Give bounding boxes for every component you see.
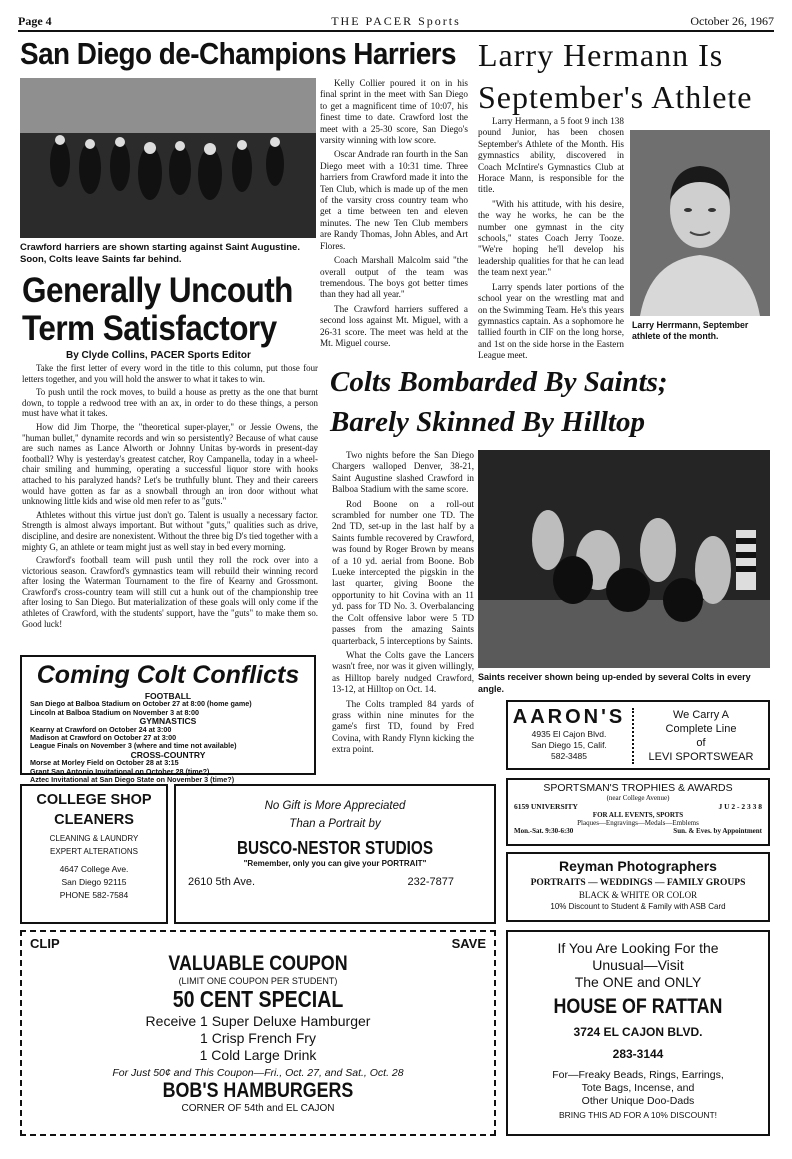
schedule-item: Morse at Morley Field on October 28 at 3:15 — [30, 758, 179, 768]
coupon-address: CORNER OF 54th and EL CAJON — [181, 1103, 335, 1114]
harriers-paragraph: Oscar Andrade ran fourth in the San Diego meet with a 10:31 time. Three harriers from Crawford made it into the Ten Club, which is made up of the men of the varsity cross country team who get a time between ten and eleven minutes. The new Ten Club members are Randy Thomas, John Ables, and Art Flores. — [320, 149, 468, 251]
issue-date: October 26, 1967 — [690, 14, 774, 28]
college-service1: CLEANING & LAUNDRY — [49, 834, 139, 843]
busco-tagline1: No Gift is More Appreciated — [264, 800, 406, 812]
coupon-save: SAVE — [451, 936, 486, 951]
college-address1: 4647 College Ave. — [59, 864, 129, 874]
uncouth-paragraph: To push until the rock moves, to build a house as pretty as the one that burnt down, to topple a redwood tree with an ax, in order to do these things, a person must have what it takes. — [22, 387, 318, 419]
sportsman-phone: J U 2 - 2 3 3 8 — [718, 802, 762, 811]
portrait-image — [630, 130, 770, 316]
rattan-discount: BRING THIS AD FOR A 10% DISCOUNT! — [558, 1110, 718, 1120]
schedule-item: Kearny at Crawford on October 24 at 3:00 — [30, 724, 172, 734]
conflicts-schedule — [22, 690, 314, 786]
sportsman-items: Plaques—Engravings—Medals—Emblems — [577, 819, 699, 827]
aarons-line2: Complete Line — [665, 723, 737, 735]
schedule-item: Madison at Crawford on October 27 at 3:00 — [30, 733, 177, 743]
busco-phone: 232-7877 — [407, 876, 454, 888]
sportsman-hours: Mon.-Sat. 9:30-6:30 — [514, 827, 574, 835]
schedule-item: Grant San Antonio Invitational on October 28 (time?) — [30, 766, 210, 776]
busco-nestor-ad — [174, 784, 496, 924]
rattan-phone: 283-3144 — [612, 1047, 664, 1061]
hermann-paragraph: Larry Hermann, a 5 foot 9 inch 138 pound Junior, has been chosen September's Athlete of the Month. His gymnastics ability, discovered in Coach McIntire's Gymnastics Club at Horace Mann, is responsible for the title. — [478, 116, 624, 195]
aarons-line3: of — [696, 737, 706, 749]
coupon-item2: 1 Crisp French Fry — [200, 1030, 316, 1046]
uncouth-article — [22, 363, 318, 632]
conflicts-title: Coming Colt Conflicts — [36, 661, 300, 689]
harriers-paragraph: The Crawford harriers suffered a second loss against Mt. Miguel, with a 26-31 score. The meet was held at the Mt. Miguel course. — [320, 303, 468, 348]
aarons-address2: San Diego 15, Calif. — [531, 740, 607, 750]
schedule-item: League Finals on November 3 (where and time not available) — [30, 741, 237, 751]
rattan-for3: Other Unique Doo-Dads — [581, 1095, 695, 1107]
hermann-headline-line2: September's Athlete — [478, 79, 753, 115]
reyman-line1: PORTRAITS — WEDDINGS — FAMILY GROUPS — [530, 878, 746, 888]
busco-tagline2: Than a Portrait by — [289, 818, 381, 830]
colts-paragraph: Two nights before the San Diego Chargers walloped Denver, 38-21, Saint Augustine slashed Crawford in Balboa Stadium with the same score. — [332, 450, 474, 495]
uncouth-headline-line2: Term Satisfactory — [22, 309, 277, 348]
football-heading: FOOTBALL — [144, 691, 192, 701]
college-phone: PHONE 582-7584 — [59, 890, 129, 900]
harriers-headline: San Diego de-Champions Harriers — [20, 36, 456, 71]
uncouth-paragraph: How did Jim Thorpe, the "theoretical super-player," or Jessie Owens, the "human bullet," dynamite records and win so persistently? Because of what cause are such names as Lance Alworth or Johnny Unitas by-words in present-day football? Why is yesterday's greatest catcher, Roy Campanella, today in a wheel-chair smiling and humming, operating a successful liquor store with hooks attached to his paralyzed hands? Let's be truthfully blunt. They and their careers would have gotten as far as a snowball through an iron door without what unknowing little kids and wise old men refer to as "guts." — [22, 421, 318, 507]
hermann-caption: Larry Herrmann, September athlete of the month. — [632, 320, 749, 341]
coupon-clip: CLIP — [30, 936, 60, 951]
colts-headline — [330, 362, 780, 442]
schedule-item: Lincoln at Balboa Stadium on November 3 at 8:00 — [30, 707, 199, 717]
sportsman-sunday: Sun. & Eves. by Appointment — [673, 827, 762, 835]
rattan-ad — [506, 930, 770, 1136]
cross-country-heading: CROSS-COUNTRY — [130, 749, 206, 760]
harriers-article — [320, 78, 468, 352]
uncouth-byline: By Clyde Collins, PACER Sports Editor — [66, 350, 251, 361]
gymnastics-heading: GYMNASTICS — [139, 716, 197, 727]
coupon-limit: (LIMIT ONE COUPON PER STUDENT) — [178, 976, 338, 986]
colts-headline-line2: Barely Skinned By Hilltop — [330, 406, 645, 438]
aarons-line1: We Carry A — [672, 709, 730, 721]
reyman-line2: BLACK & WHITE OR COLOR — [578, 890, 698, 900]
aarons-address1: 4935 El Cajon Blvd. — [531, 729, 607, 739]
busco-name: BUSCO-NESTOR STUDIOS — [236, 838, 434, 858]
schedule-item: Aztec Invitational at San Diego State on November 3 (time?) — [30, 775, 235, 785]
hermann-article — [478, 116, 624, 365]
hermann-photo — [630, 130, 770, 316]
runners-photo-image — [20, 78, 316, 238]
aarons-name: AARON'S — [512, 706, 626, 728]
schedule-item: San Diego at Balboa Stadium on October 27 at 8:00 (home game) — [30, 699, 252, 709]
rattan-address: 3724 EL CAJON BLVD. — [573, 1025, 703, 1039]
harriers-paragraph: Kelly Collier poured it on in his final sprint in the meet with San Diego to get a magnificent time of 10:07, his finest time to date. Crawford lost the meet with a 25-30 score, San Diego's varsity winning with low score. — [320, 78, 468, 146]
page-header — [18, 14, 774, 32]
aarons-right — [636, 708, 766, 764]
hermann-headline — [478, 34, 774, 118]
hermann-paragraph: Larry spends later portions of the school year on the wrestling mat and on the Swimming Team. He's this years gymnastics captain. As a sophomore he tallied fourth in CIF on the long horse, and 1st on the side horse in the Eastern League meet. — [478, 281, 624, 361]
rattan-name: HOUSE OF RATTAN — [553, 995, 723, 1018]
busco-slogan: "Remember, only you can give your PORTRAIT" — [243, 859, 427, 868]
harriers-photo — [20, 78, 316, 238]
college-service2: EXPERT ALTERATIONS — [50, 847, 138, 856]
rattan-for1: For—Freaky Beads, Rings, Earrings, — [552, 1069, 724, 1081]
colts-paragraph: Rod Boone on a roll-out scrambled for number one TD. The 2nd TD, set-up in the last half by a Saints fumble recovered by Crawford, was found by Roger Brown by means of a 10 yd. aerial from Boone. Bob Lueke intercepted the pigskin in the last quarter, giving Boone the opportunity to hit Covina with an 11 yd. pass for TD No. 3. Overbalancing the Colt offensive labor were 5 TD passes from the amazing Saints quarterback, 5 interceptions by Saints. — [332, 498, 474, 646]
busco-contact-row — [176, 868, 494, 888]
coupon-item3: 1 Cold Large Drink — [199, 1047, 317, 1063]
football-photo — [478, 450, 770, 668]
coupon-title: VALUABLE COUPON — [168, 952, 348, 975]
coupon-special: 50 CENT SPECIAL — [172, 986, 344, 1012]
page-number: Page 4 — [18, 14, 52, 28]
college-shop-ad — [20, 784, 168, 924]
reyman-line3: 10% Discount to Student & Family with ASB Card — [550, 902, 726, 911]
aarons-left — [508, 706, 630, 762]
aarons-phone: 582-3485 — [551, 751, 587, 761]
busco-address: 2610 5th Ave. — [188, 876, 256, 888]
reyman-ad — [506, 852, 770, 922]
uncouth-paragraph: Athletes without this virtue just don't go. Talent is usually a necessary factor. Strength is almost always important. But without "guts," qualities such as drive, discipline, and desire are nonexistent. Without the three big D's tied together with a mighty G, an athlete or team might just as well stay in bed every morning. — [22, 509, 318, 552]
rattan-line3: The ONE and ONLY — [574, 974, 702, 990]
harriers-caption: Crawford harriers are shown starting against Saint Augustine. Soon, Colts leave Saints far behind. — [20, 242, 300, 265]
coupon-ad — [20, 930, 496, 1136]
aarons-ad — [506, 700, 770, 770]
harriers-paragraph: Coach Marshall Malcolm said "the overall output of the team was tremendous. The boys got better times than they had all year." — [320, 255, 468, 300]
rattan-for2: Tote Bags, Incense, and — [581, 1082, 695, 1094]
uncouth-headline — [22, 272, 318, 348]
football-caption: Saints receiver shown being up-ended by several Colts in every angle. — [478, 672, 751, 694]
hermann-headline-line1: Larry Hermann Is — [478, 37, 724, 73]
uncouth-paragraph: Crawford's football team will push until they roll the rock over into a victorious season. Crawford's gymnastics team will rebuild their winning record after losing the Waterman Tournament to the fire of Kearny and Grossmont. Crawford's cross-country team will still cut a hunk out of the championship tree after losing to San Diego. But materialization of these goals will only come if the athletes of Crawford, with the students' support, have the "guts" to make them so. Good luck! — [22, 555, 318, 629]
sportsman-ad — [506, 778, 770, 846]
conflicts-box — [20, 655, 316, 785]
football-photo-image — [478, 450, 770, 668]
hermann-paragraph: "With his attitude, with his desire, the way he works, he can be the number one gymnast in the city schools," states Coach Jerry Tooze. "We're hoping he'll develop his leadership qualities for that he can lead the team next year." — [478, 198, 624, 278]
coupon-item1: Receive 1 Super Deluxe Hamburger — [145, 1013, 371, 1029]
newspaper-title: THE PACER Sports — [331, 14, 461, 28]
sportsman-hours-row — [514, 827, 762, 835]
sportsman-address-row — [514, 802, 762, 811]
colts-article — [332, 450, 474, 759]
reyman-name: Reyman Photographers — [559, 858, 717, 874]
college-name1: COLLEGE SHOP — [36, 792, 152, 808]
colts-paragraph: The Colts trampled 84 yards of grass within nine minutes for the game's first TD, found by Fred Covina, with Randy Flynn kicking the extra point. — [332, 698, 474, 755]
uncouth-paragraph: Take the first letter of every word in the title to this column, put those four letters together, and you will hold the answer to what it takes to win. — [22, 363, 318, 384]
uncouth-headline-line1: Generally Uncouth — [22, 271, 293, 310]
aarons-line4: LEVI SPORTSWEAR — [648, 751, 754, 763]
rattan-line2: Unusual—Visit — [592, 957, 684, 973]
coupon-terms: For Just 50¢ and This Coupon—Fri., Oct. 27, and Sat., Oct. 28 — [112, 1067, 404, 1079]
college-name2: CLEANERS — [54, 812, 134, 828]
sportsman-address: 6159 UNIVERSITY — [514, 802, 578, 811]
colts-headline-line1: Colts Bombarded By Saints; — [330, 366, 668, 398]
sportsman-title: SPORTSMAN'S TROPHIES & AWARDS — [543, 782, 733, 794]
rattan-line1: If You Are Looking For the — [557, 940, 719, 956]
aarons-divider — [632, 708, 634, 764]
sportsman-sub: (near College Avenue) — [606, 794, 670, 802]
coupon-business-name: BOB'S HAMBURGERS — [162, 1079, 354, 1102]
college-address2: San Diego 92115 — [61, 877, 127, 887]
sportsman-events: FOR ALL EVENTS, SPORTS — [592, 811, 684, 819]
colts-paragraph: What the Colts gave the Lancers wasn't free, nor was it given willingly, as Hilltop barely nudged Crawford, 13-12, at Hilltop on Oct. 14. — [332, 649, 474, 695]
